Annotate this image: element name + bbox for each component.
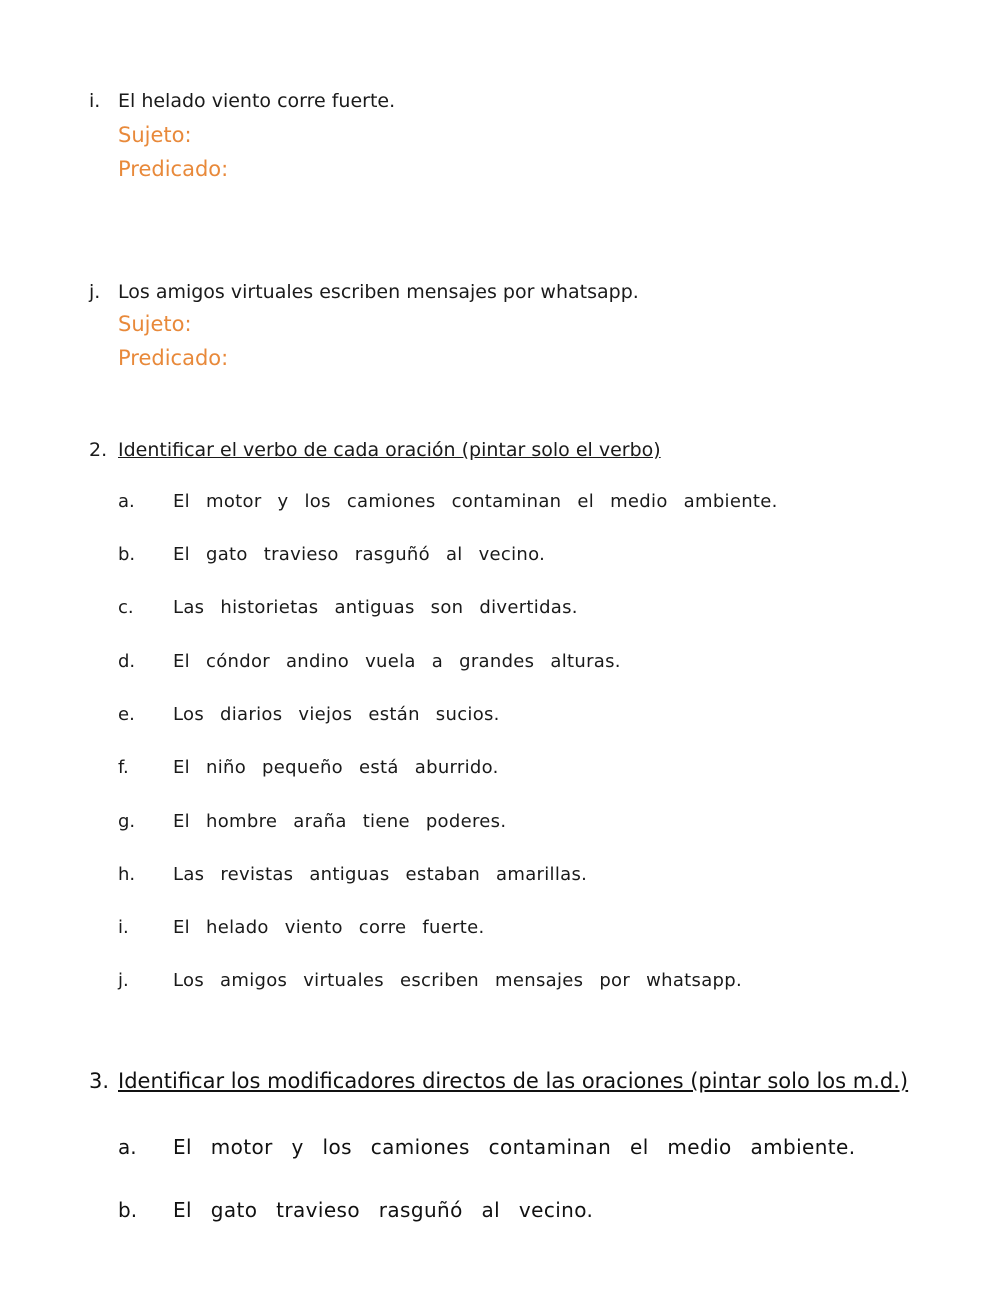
section2-item-text: El motor y los camiones contaminan el medio ambiente. [173, 491, 778, 512]
section2-item-letter: e. [118, 704, 135, 725]
exercise-i-predicate-label: Predicado: [118, 157, 229, 181]
exercise-j-sentence: Los amigos virtuales escriben mensajes por whatsapp. [118, 281, 639, 303]
section2-item-text: El cóndor andino vuela a grandes alturas. [173, 651, 621, 672]
exercise-i-sentence: El helado viento corre fuerte. [118, 90, 396, 112]
section2-item-text: El helado viento corre fuerte. [173, 917, 485, 938]
section2-item-letter: c. [118, 597, 134, 618]
section3-number: 3. [89, 1069, 110, 1093]
exercise-i-number: i. [89, 90, 101, 112]
section3-item-letter: a. [118, 1135, 137, 1159]
section2-item-text: Los diarios viejos están sucios. [173, 704, 500, 725]
section2-item-letter: b. [118, 544, 136, 565]
exercise-j-predicate-label: Predicado: [118, 346, 229, 370]
section3-item-text: El gato travieso rasguñó al vecino. [173, 1198, 594, 1222]
section2-item-text: El hombre araña tiene poderes. [173, 811, 507, 832]
section2-item-text: El niño pequeño está aburrido. [173, 757, 499, 778]
section3-item-letter: b. [118, 1198, 138, 1222]
section3-title: Identificar los modificadores directos de las oraciones (pintar solo los m.d.) [118, 1069, 909, 1093]
section2-item-text: Las historietas antiguas son divertidas. [173, 597, 578, 618]
section2-item-letter: d. [118, 651, 136, 672]
section2-item-letter: i. [118, 917, 129, 938]
section2-item-letter: j. [118, 970, 129, 991]
section2-number: 2. [89, 439, 108, 461]
section3-item-text: El motor y los camiones contaminan el medio ambiente. [173, 1135, 856, 1159]
section2-item-letter: h. [118, 864, 136, 885]
exercise-i-subject-label: Sujeto: [118, 123, 192, 147]
exercise-j-number: j. [89, 281, 101, 303]
section2-title: Identificar el verbo de cada oración (pintar solo el verbo) [118, 439, 661, 461]
exercise-j-subject-label: Sujeto: [118, 312, 192, 336]
section2-item-text: Los amigos virtuales escriben mensajes por whatsapp. [173, 970, 742, 991]
section2-item-text: Las revistas antiguas estaban amarillas. [173, 864, 588, 885]
section2-item-letter: g. [118, 811, 136, 832]
section2-item-letter: f. [118, 757, 129, 778]
section2-item-letter: a. [118, 491, 135, 512]
section2-item-text: El gato travieso rasguñó al vecino. [173, 544, 546, 565]
